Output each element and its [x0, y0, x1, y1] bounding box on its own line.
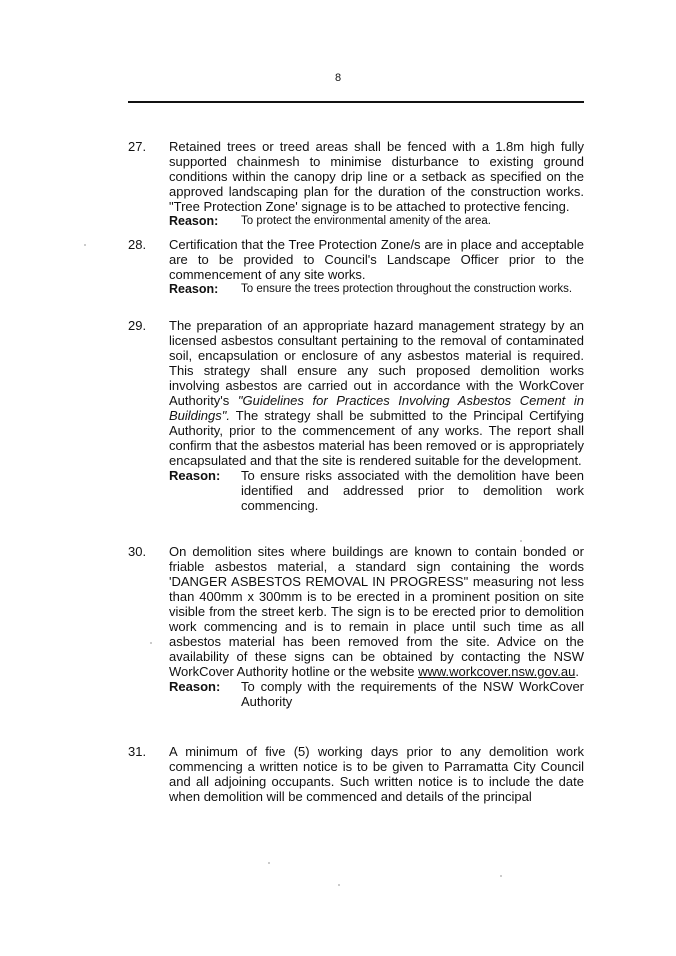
reason-label: Reason: — [169, 282, 219, 296]
condition-text-part: On demolition sites where buildings are known to contain bonded or friable asbestos material, a standard sign containing the words 'DANGER ASBESTOS REMOVAL IN PROGRESS" measuring not less than 400mm x 300mm is to be erected in a prominent position on site visible from the street kerb. The sign is to be erected prior to demolition work commencing and is to remain in place until such time as all asbestos material has been removed from the site. Advice on the availability of these signs can be obtained by contacting the NSW WorkCover Authority hotline or the website — [169, 544, 584, 679]
scan-speck — [150, 642, 152, 644]
reason-row — [169, 679, 584, 709]
scan-speck — [500, 875, 502, 877]
link-suffix: . — [575, 664, 579, 679]
reason-row — [169, 282, 584, 296]
page-number: 8 — [334, 72, 342, 84]
reason-row — [169, 214, 584, 228]
condition-text-part: The preparation of an appropriate hazard management strategy by an licensed asbestos consultant pertaining to the removal of contaminated soil, encapsulation or enclosure of any asbestos material is required. This strategy shall ensure any such proposed demolition works involving asbestos are carried out in accordance with the WorkCover Authority's — [169, 318, 584, 408]
scan-speck — [520, 540, 522, 542]
scan-speck — [268, 862, 270, 864]
reason-row — [169, 468, 584, 513]
condition-text: A minimum of five (5) working days prior to any demolition work commencing a written notice is to be given to Parramatta City Council and all adjoining occupants. Such written notice is to include the date when demolition will be commenced and details of the principal — [169, 744, 584, 804]
condition-number: 27. — [128, 139, 147, 154]
condition-number: 28. — [128, 237, 147, 252]
condition-text-part: The strategy shall be submitted to the Principal Certifying Authority, prior to the commencement of any works. The report shall confirm that the asbestos material has been removed or is appropriately encapsulated and that the site is rendered suitable for the development. — [169, 408, 584, 468]
condition-number: 29. — [128, 318, 147, 333]
reason-text: To ensure risks associated with the demolition have been identified and addressed prior to demolition work commencing. — [241, 468, 584, 513]
condition-27 — [128, 139, 584, 228]
scan-speck — [338, 884, 340, 886]
reason-text: To ensure the trees protection throughout the construction works. — [241, 283, 573, 295]
header-rule — [128, 101, 584, 103]
condition-29 — [128, 318, 584, 513]
condition-28 — [128, 237, 584, 296]
reason-label: Reason: — [169, 214, 219, 228]
condition-30 — [128, 544, 584, 709]
reason-label: Reason: — [169, 679, 221, 694]
reason-label: Reason: — [169, 468, 221, 483]
scan-speck — [84, 244, 86, 246]
reason-text: To comply with the requirements of the NSW WorkCover Authority — [241, 679, 584, 709]
condition-text — [169, 318, 584, 468]
condition-text: Retained trees or treed areas shall be fenced with a 1.8m high fully supported chainmesh to minimise disturbance to existing ground conditions within the canopy drip line or a setback as specified on the approved landscaping plan for the duration of the construction works. "Tree Protection Zone' signage is to be attached to protective fencing. — [169, 139, 584, 214]
guideline-title: "Guidelines for Practices Involving Asbestos Cement in Buildings". — [169, 393, 584, 423]
condition-text — [169, 544, 584, 679]
reason-text: To protect the environmental amenity of the area. — [241, 215, 491, 227]
workcover-link[interactable]: www.workcover.nsw.gov.au — [418, 664, 576, 679]
condition-number: 31. — [128, 744, 147, 759]
condition-text: Certification that the Tree Protection Zone/s are in place and acceptable are to be provided to Council's Landscape Officer prior to the commencement of any site works. — [169, 237, 584, 282]
condition-31 — [128, 744, 584, 804]
condition-number: 30. — [128, 544, 147, 559]
